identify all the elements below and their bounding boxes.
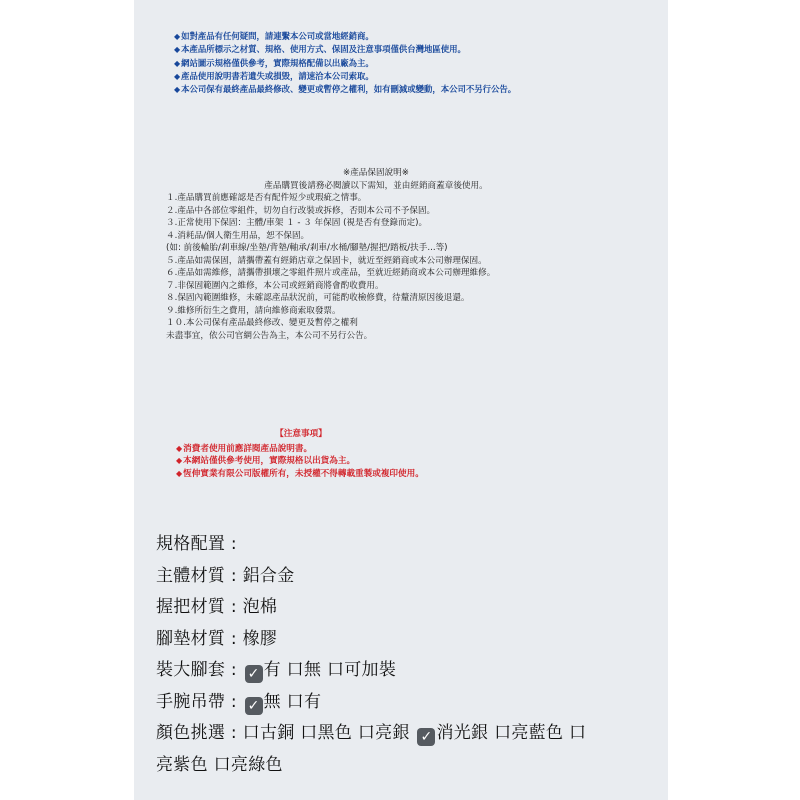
warranty-line: ９.維修所衍生之費用，請向維修商索取發票。	[166, 305, 341, 316]
spec-label: 裝大腳套 :	[156, 660, 243, 680]
warranty-line: ８.保固內範圍維修，未確認產品狀況前，可能酌收檢修費，待釐清原因後退還。	[166, 293, 470, 303]
other-options: 口無 口可加裝	[280, 660, 397, 680]
notice-line	[174, 30, 654, 43]
diamond-bullet-icon: ◆	[176, 443, 183, 453]
warranty-subtitle: 產品購買後請務必閱讀以下需知，並由經銷商蓋章後使用。	[264, 180, 488, 191]
spec-foot-material: 腳墊材質 : 橡膠	[156, 628, 278, 649]
spec-color	[156, 718, 656, 750]
notice-text: 本公司保有最終產品最終修改、變更或暫停之權利，如有刪減或變動，本公司不另行公告。	[181, 84, 517, 95]
spec-color-continued: 亮紫色 口亮綠色	[156, 754, 283, 775]
caution-line	[176, 468, 616, 481]
warranty-line: ４.消耗品/個人衛生用品，恕不保固。	[166, 230, 310, 241]
checkbox-checked-icon: ✓	[245, 665, 263, 683]
checked-option: 無	[263, 691, 281, 712]
checkbox-checked-icon: ✓	[417, 728, 435, 746]
warranty-line: １.產品購買前應確認是否有配件短少或瑕疵之情事。	[166, 193, 367, 203]
spec-grip-material: 握把材質 : 泡棉	[156, 597, 278, 617]
checked-option: 有	[263, 660, 281, 680]
checked-option: 消光銀	[436, 723, 489, 743]
warranty-title: ※產品保固說明※	[343, 168, 409, 178]
diamond-bullet-icon: ◆	[174, 58, 181, 68]
notice-line	[174, 83, 654, 96]
warranty-line: ２.產品中各部位零組件，切勿自行改裝或拆修，否則本公司不予保固。	[166, 205, 436, 216]
notice-text: 本產品所標示之材質、規格、使用方式、保固及注意事項僅供台灣地區使用。	[181, 44, 466, 55]
spec-big-foot-cover	[156, 655, 656, 687]
spec-section	[156, 529, 656, 781]
diamond-bullet-icon: ◆	[176, 456, 183, 465]
warranty-line: １０.本公司保有產品最終修改、變更及暫停之權利	[166, 318, 358, 328]
caution-text: 本網站僅供參考使用，實際規格以出貨為主。	[183, 456, 356, 466]
caution-line	[176, 443, 616, 456]
notice-text: 產品使用說明書若遺失或損毀，請速洽本公司索取。	[181, 70, 374, 81]
other-options: 口有	[280, 691, 322, 712]
warranty-line: ３.正常使用下保固：主體/車架 １ - ３ 年保固 (視是否有登錄而定)。	[166, 218, 428, 228]
caution-line	[176, 455, 616, 468]
warranty-line: 未盡事宜，依公司官網公告為主，本公司不另行公告。	[166, 330, 373, 341]
warranty-line: ５.產品如需保固，請攜帶蓋有經銷店章之保固卡，就近至經銷商或本公司辦理保固。	[166, 255, 487, 266]
spec-heading: 規格配置 :	[156, 534, 237, 554]
warranty-line: (如: 前後輪胎/剎車線/坐墊/背墊/軸承/剎車/水桶/腳墊/握把/踏板/扶手...等)	[166, 243, 448, 253]
notice-block	[174, 30, 654, 96]
caution-text: 恆伸實業有限公司版權所有，未授權不得轉載重製或複印使用。	[183, 468, 424, 479]
notice-line	[174, 70, 654, 83]
notice-text: 網站圖示規格僅供參考，實際規格配備以出廠為主。	[181, 57, 374, 68]
other-options: 口古銅 口黑色 口亮銀	[242, 723, 416, 743]
warranty-line: ６.產品如需維修，請攜帶損壞之零組件照片或產品，至就近經銷商或本公司辦理維修。	[166, 268, 496, 278]
caution-title: 【注意事項】	[275, 429, 327, 439]
warranty-line: ７.非保固範圍內之維修，本公司或經銷商將會酌收費用。	[166, 280, 384, 291]
notice-text: 如對產品有任何疑問，請連繫本公司或當地經銷商。	[181, 31, 374, 41]
spec-label: 顏色挑選 :	[156, 723, 243, 743]
diamond-bullet-icon: ◆	[176, 468, 183, 478]
spec-label: 手腕吊帶 :	[156, 691, 243, 712]
diamond-bullet-icon: ◆	[174, 32, 181, 41]
checkbox-checked-icon: ✓	[245, 697, 263, 715]
spec-body-material: 主體材質 : 鋁合金	[156, 565, 295, 586]
diamond-bullet-icon: ◆	[174, 71, 181, 81]
warranty-section	[166, 167, 646, 342]
notice-line	[174, 43, 654, 56]
other-options: 口亮藍色 口	[488, 723, 587, 743]
diamond-bullet-icon: ◆	[174, 45, 181, 55]
caution-section	[176, 428, 616, 480]
notice-line	[174, 57, 654, 70]
diamond-bullet-icon: ◆	[174, 85, 181, 95]
spec-wrist-strap	[156, 687, 656, 719]
caution-text: 消費者使用前應詳閱產品說明書。	[183, 443, 313, 454]
